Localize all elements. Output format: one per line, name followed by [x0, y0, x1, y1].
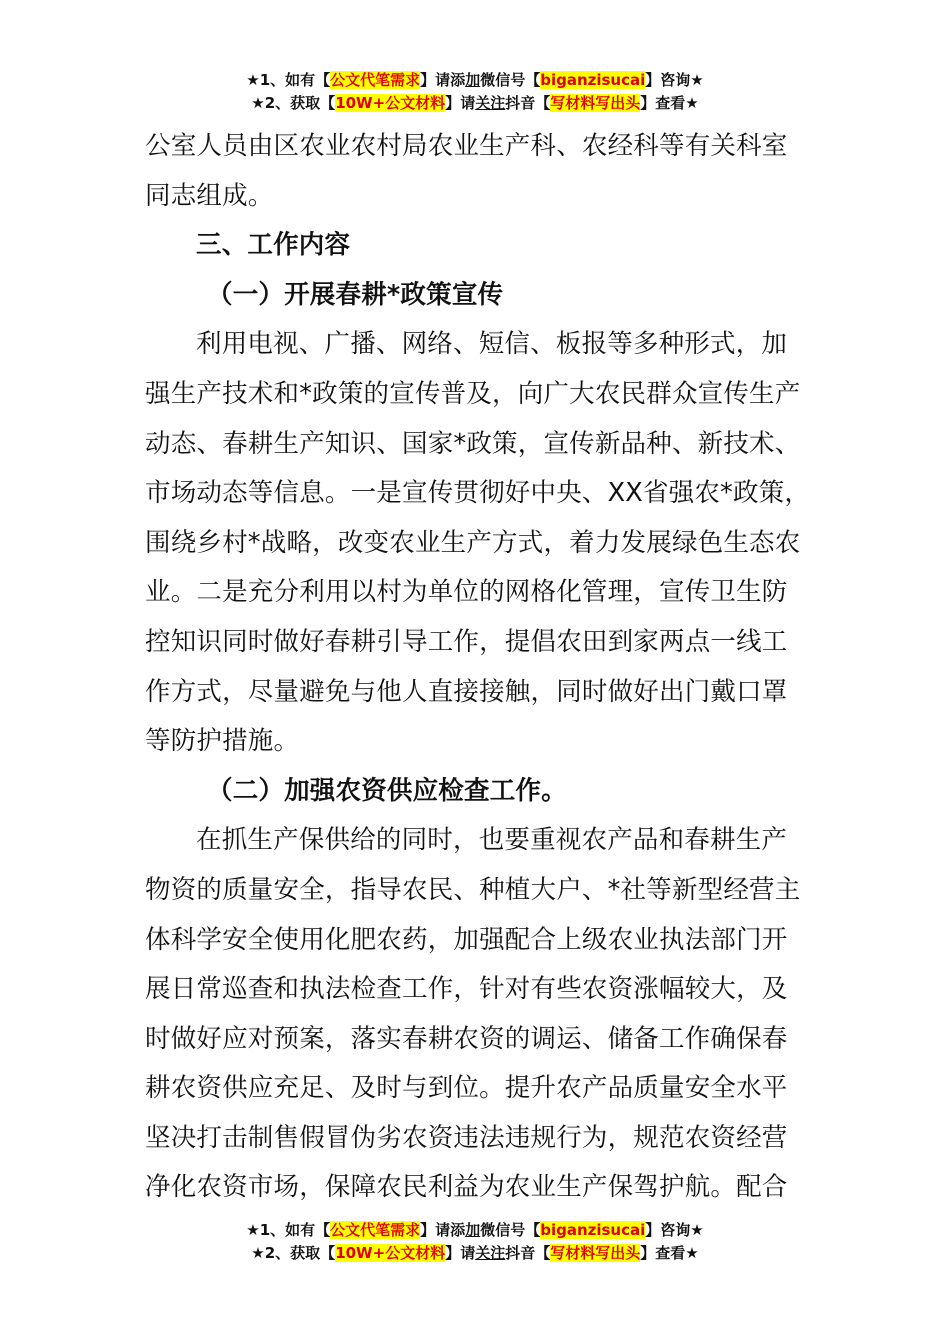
- promo-highlight: biganzisucai: [540, 1221, 646, 1239]
- paragraph-line: 业。二是充分利用以村为单位的网格化管理，宣传卫生防: [145, 577, 788, 608]
- promo-text: 抖音【: [505, 94, 551, 112]
- paragraph-line: 动态、春耕生产知识、国家*政策，宣传新品种、新技术、: [145, 428, 801, 459]
- promo-underlined: 加: [465, 1221, 481, 1239]
- promo-text: 微信号【: [480, 71, 541, 89]
- promo-line-2: [0, 1242, 950, 1265]
- promo-text: 】查看★: [640, 1244, 699, 1262]
- paragraph-line: 控知识同时做好春耕引导工作，提倡农田到家两点一线工: [145, 626, 788, 657]
- paragraph-line: 时做好应对预案，落实春耕农资的调运、储备工作确保春: [145, 1023, 788, 1054]
- promo-text: 】请: [445, 94, 476, 112]
- paragraph-line: 公室人员由区农业农村局农业生产科、农经科等有关科室: [145, 131, 788, 161]
- paragraph-line: 物资的质量安全，指导农民、种植大户、*社等新型经营主: [145, 874, 801, 905]
- promo-highlight: 10W+公文材料: [335, 1244, 446, 1262]
- promo-text: 】请添: [420, 1221, 466, 1239]
- paragraph-line: 体科学安全使用化肥农药，加强配合上级农业执法部门开: [145, 924, 788, 955]
- paragraph-line: 强生产技术和*政策的宣传普及，向广大农民群众宣传生产: [145, 378, 801, 409]
- promo-text: 】请添: [420, 71, 466, 89]
- promo-text: ★1、如有【: [246, 71, 331, 89]
- promo-text: 抖音【: [505, 1244, 551, 1262]
- paragraph-line: 在抓生产保供给的同时，也要重视农产品和春耕生产: [196, 825, 788, 856]
- paragraph-line: 作方式，尽量避免与他人直接接触，同时做好出门戴口罩: [145, 676, 788, 707]
- promo-line-1: [0, 1219, 950, 1242]
- promo-highlight: 10W+公文材料: [335, 94, 446, 112]
- promo-highlight: biganzisucai: [540, 71, 646, 89]
- promo-highlight: 公文代笔需求: [330, 1221, 421, 1239]
- promo-text: 】咨询★: [645, 71, 704, 89]
- paragraph-line: 围绕乡村*战略，改变农业生产方式，着力发展绿色生态农: [145, 527, 801, 558]
- document-body: [145, 122, 825, 1213]
- top-promo-banner: [0, 69, 950, 115]
- promo-text: 微信号【: [480, 1221, 541, 1239]
- promo-highlight: 写材料写出头: [550, 94, 641, 112]
- promo-line-1: [0, 69, 950, 92]
- paragraph-line: 利用电视、广播、网络、短信、板报等多种形式，加: [196, 329, 788, 360]
- promo-line-2: [0, 92, 950, 115]
- paragraph-line: 市场动态等信息。一是宣传贯彻好中央、XX省强农*政策，: [145, 478, 811, 509]
- promo-underlined: 关注: [475, 1244, 506, 1262]
- promo-highlight: 公文代笔需求: [330, 71, 421, 89]
- bottom-promo-banner: [0, 1219, 950, 1265]
- promo-text: ★2、获取【: [251, 1244, 336, 1262]
- section-heading: 三、工作内容: [196, 230, 351, 261]
- promo-text: 】请: [445, 1244, 476, 1262]
- paragraph-line: 净化农资市场，保障农民利益为农业生产保驾护航。配合: [145, 1172, 788, 1203]
- promo-underlined: 加: [465, 71, 481, 89]
- subsection-heading: （二）加强农资供应检查工作。: [207, 775, 567, 806]
- paragraph-line: 坚决打击制售假冒伪劣农资违法违规行为，规范农资经营: [145, 1122, 788, 1153]
- paragraph-line: 同志组成。: [145, 180, 274, 211]
- promo-highlight: 写材料写出头: [550, 1244, 641, 1262]
- paragraph-line: 耕农资供应充足、及时与到位。提升农产品质量安全水平: [145, 1073, 788, 1104]
- promo-underlined: 关注: [475, 94, 506, 112]
- promo-text: 】咨询★: [645, 1221, 704, 1239]
- promo-text: 】查看★: [640, 94, 699, 112]
- promo-text: ★2、获取【: [251, 94, 336, 112]
- promo-text: ★1、如有【: [246, 1221, 331, 1239]
- paragraph-line: 展日常巡查和执法检查工作，针对有些农资涨幅较大，及: [145, 974, 788, 1005]
- subsection-heading: （一）开展春耕*政策宣传: [207, 279, 504, 310]
- paragraph-line: 等防护措施。: [145, 726, 300, 757]
